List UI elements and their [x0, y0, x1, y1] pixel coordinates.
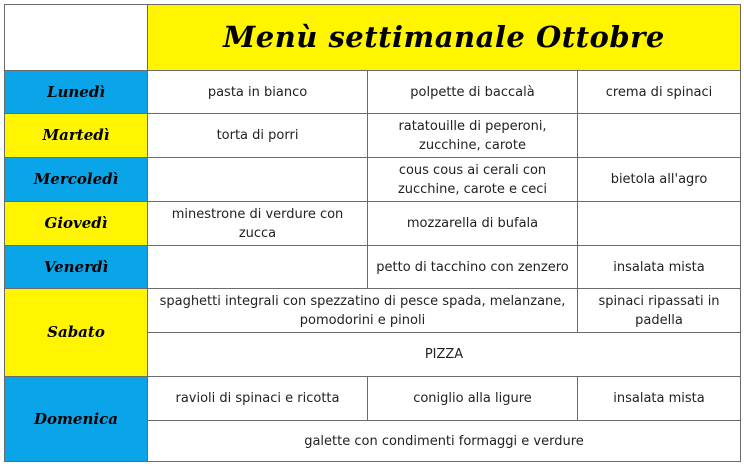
martedi-dish-1: torta di porri — [148, 114, 368, 158]
domenica-dish-1: ravioli di spinaci e ricotta — [148, 377, 368, 421]
giovedi-dish-2: mozzarella di bufala — [368, 202, 578, 246]
row-sabato-lunch — [5, 289, 741, 333]
menu-title: Menù settimanale Ottobre — [148, 5, 741, 71]
sabato-evening: PIZZA — [148, 333, 741, 377]
mercoledi-dish-2: cous cous ai cerali con zucchine, carote e ceci — [368, 158, 578, 202]
row-venerdi — [5, 246, 741, 289]
domenica-dish-3: insalata mista — [578, 377, 741, 421]
lunedi-dish-1: pasta in bianco — [148, 71, 368, 114]
row-giovedi — [5, 202, 741, 246]
sabato-dish-3: spinaci ripassati in padella — [578, 289, 741, 333]
lunedi-dish-2: polpette di baccalà — [368, 71, 578, 114]
venerdi-dish-3: insalata mista — [578, 246, 741, 289]
row-mercoledi — [5, 158, 741, 202]
day-label-martedi: Martedì — [5, 114, 148, 158]
day-label-domenica: Domenica — [5, 377, 148, 462]
venerdi-dish-1 — [148, 246, 368, 289]
giovedi-dish-1: minestrone di verdure con zucca — [148, 202, 368, 246]
giovedi-dish-3 — [578, 202, 741, 246]
row-martedi — [5, 114, 741, 158]
sabato-dish-main: spaghetti integrali con spezzatino di pesce spada, melanzane, pomodorini e pinoli — [148, 289, 578, 333]
title-row — [5, 5, 741, 71]
domenica-dish-2: coniglio alla ligure — [368, 377, 578, 421]
day-label-lunedi: Lunedì — [5, 71, 148, 114]
row-lunedi — [5, 71, 741, 114]
lunedi-dish-3: crema di spinaci — [578, 71, 741, 114]
mercoledi-dish-1 — [148, 158, 368, 202]
weekly-menu-table — [4, 4, 741, 462]
domenica-evening: galette con condimenti formaggi e verdure — [148, 421, 741, 462]
venerdi-dish-2: petto di tacchino con zenzero — [368, 246, 578, 289]
day-label-sabato: Sabato — [5, 289, 148, 377]
day-label-mercoledi: Mercoledì — [5, 158, 148, 202]
row-domenica-lunch — [5, 377, 741, 421]
mercoledi-dish-3: bietola all'agro — [578, 158, 741, 202]
day-label-venerdi: Venerdì — [5, 246, 148, 289]
martedi-dish-2: ratatouille di peperoni, zucchine, carote — [368, 114, 578, 158]
martedi-dish-3 — [578, 114, 741, 158]
day-label-giovedi: Giovedì — [5, 202, 148, 246]
corner-cell — [5, 5, 148, 71]
